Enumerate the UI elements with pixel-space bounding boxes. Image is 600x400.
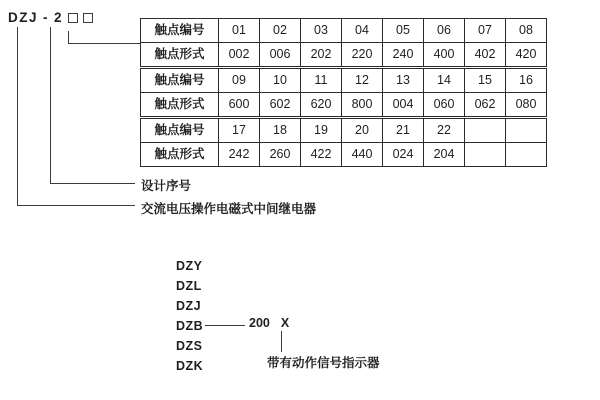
table-row: [141, 69, 547, 93]
value-cell: 062: [465, 93, 506, 117]
value-cell: 18: [260, 119, 301, 143]
indicator-label: 带有动作信号指示器: [267, 356, 380, 370]
value-cell: 600: [219, 93, 260, 117]
dzb-suffix-line: [205, 325, 245, 326]
model-design-number: 2: [54, 10, 64, 25]
value-cell: 07: [465, 19, 506, 43]
value-cell: 11: [301, 69, 342, 93]
indicator-callout-line: [281, 331, 282, 352]
value-cell: 240: [383, 43, 424, 67]
value-cell: 402: [465, 43, 506, 67]
value-cell: 21: [383, 119, 424, 143]
value-cell: 05: [383, 19, 424, 43]
callout-line-relay-type: [17, 27, 18, 206]
value-cell: 10: [260, 69, 301, 93]
value-cell: 202: [301, 43, 342, 67]
callout-line-design-serial: [50, 183, 135, 184]
value-cell: 03: [301, 19, 342, 43]
value-cell: 20: [342, 119, 383, 143]
value-cell: 02: [260, 19, 301, 43]
value-cell: 04: [342, 19, 383, 43]
value-cell: 242: [219, 143, 260, 167]
value-cell: 602: [260, 93, 301, 117]
value-cell: 260: [260, 143, 301, 167]
model-prefix-item: DZY: [176, 259, 203, 273]
value-cell: 004: [383, 93, 424, 117]
callout-line-design-serial: [50, 27, 51, 184]
value-cell: 420: [506, 43, 547, 67]
value-cell: 002: [219, 43, 260, 67]
value-cell: 13: [383, 69, 424, 93]
placeholder-box-icon: [83, 13, 93, 23]
row-label-cell: 触点形式: [141, 43, 219, 67]
value-cell: 01: [219, 19, 260, 43]
value-cell: 006: [260, 43, 301, 67]
dzb-suffix: [249, 316, 289, 330]
model-prefix-item: DZJ: [176, 299, 202, 313]
table-row: [141, 93, 547, 117]
model-prefix-list: [176, 256, 203, 376]
value-cell: 06: [424, 19, 465, 43]
row-label-cell: 触点形式: [141, 143, 219, 167]
table-row: [141, 43, 547, 67]
value-cell: 14: [424, 69, 465, 93]
value-cell: 024: [383, 143, 424, 167]
model-prefix-item: DZK: [176, 359, 204, 373]
model-prefix-item: DZL: [176, 279, 202, 293]
model-prefix: DZJ: [8, 10, 39, 25]
table-row: [141, 19, 547, 43]
relay-type-label: 交流电压操作电磁式中间继电器: [141, 202, 317, 216]
callout-line-relay-type: [17, 205, 135, 206]
value-cell: 620: [301, 93, 342, 117]
contact-table-pair: [140, 68, 547, 117]
value-cell: 220: [342, 43, 383, 67]
row-label-cell: 触点编号: [141, 119, 219, 143]
design-serial-label: 设计序号: [141, 179, 192, 193]
value-cell: 16: [506, 69, 547, 93]
value-cell: 422: [301, 143, 342, 167]
contact-table: [140, 18, 547, 168]
value-cell: 204: [424, 143, 465, 167]
table-row: [141, 143, 547, 167]
value-cell: 15: [465, 69, 506, 93]
callout-line-contact-code: [68, 43, 140, 44]
value-cell: [465, 143, 506, 167]
value-cell: 440: [342, 143, 383, 167]
model-prefix-item: DZS: [176, 339, 203, 353]
contact-table-pair: [140, 118, 547, 167]
contact-table-pair: [140, 18, 547, 67]
value-cell: 400: [424, 43, 465, 67]
value-cell: [506, 143, 547, 167]
row-label-cell: 触点编号: [141, 19, 219, 43]
value-cell: 08: [506, 19, 547, 43]
dzb-suffix-variant: X: [280, 316, 290, 330]
value-cell: [465, 119, 506, 143]
model-separator: -: [43, 10, 50, 25]
value-cell: 12: [342, 69, 383, 93]
model-designation: [8, 10, 93, 25]
model-prefix-item: DZB: [176, 319, 204, 333]
placeholder-box-icon: [68, 13, 78, 23]
value-cell: 19: [301, 119, 342, 143]
value-cell: 060: [424, 93, 465, 117]
value-cell: 09: [219, 69, 260, 93]
value-cell: 800: [342, 93, 383, 117]
value-cell: [506, 119, 547, 143]
row-label-cell: 触点编号: [141, 69, 219, 93]
dzb-suffix-number: 200: [249, 316, 270, 330]
value-cell: 17: [219, 119, 260, 143]
value-cell: 080: [506, 93, 547, 117]
row-label-cell: 触点形式: [141, 93, 219, 117]
value-cell: 22: [424, 119, 465, 143]
table-row: [141, 119, 547, 143]
